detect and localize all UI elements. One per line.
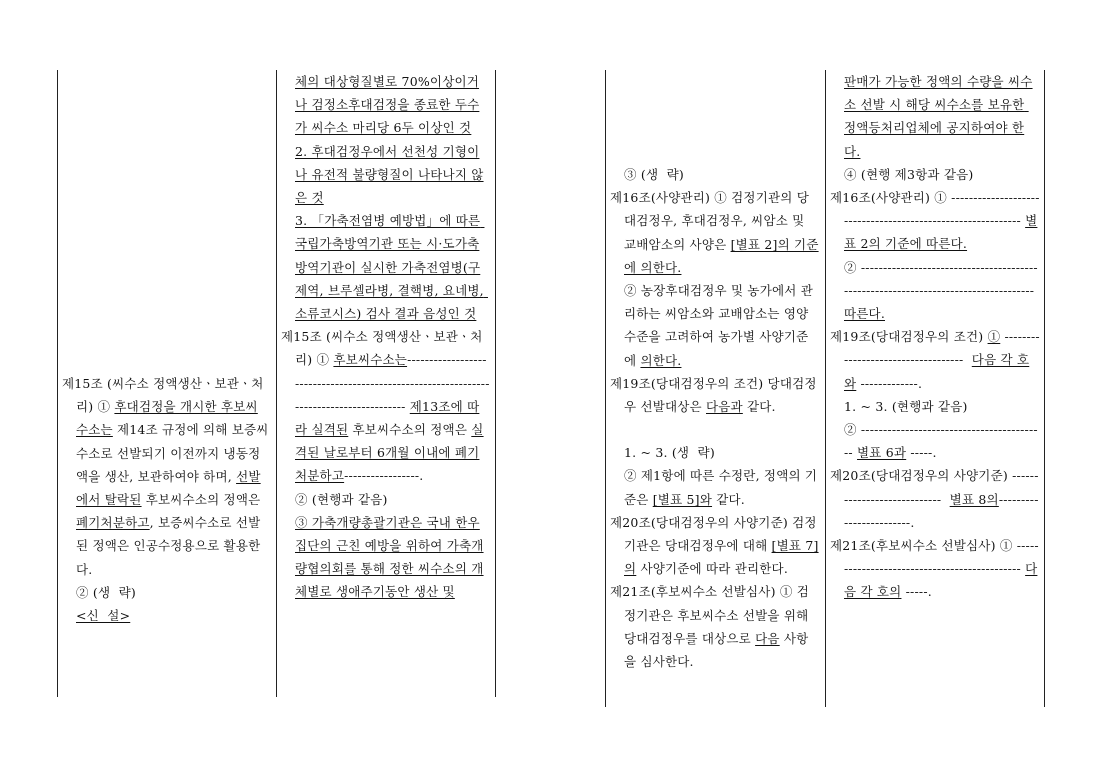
article-16-para-2-revised: ② -----------------------------------------------------------------------------------따른다.: [844, 259, 1038, 322]
left-right-border-line: [495, 70, 496, 697]
criteria-item-1-continuation: 체의 대상형질별로 70%이상이거나 검정소후대검정을 종료한 두수가 씨수소 마리당 6두 이상인 것: [295, 74, 480, 136]
para-4-revised: ④ (현행 제3항과 같음): [844, 166, 974, 182]
right-divider-line: [825, 70, 826, 707]
left-divider-line: [276, 70, 277, 697]
right-border-line: [1044, 70, 1045, 707]
article-15-current: 제15조 (씨수소 정액생산ㆍ보관ㆍ처리) ① 후대검정을 개시한 후보씨수소는 제14조 규정에 의해 보증씨수소로 선발되기 이전까지 냉동정액을 생산, 보관하여야 하며, 선발에서 탈락된 후보씨수소의 정액은 폐기처분하고, 보증씨수소로 선발된 정액은 인공수정용으로 활용한다.: [62, 376, 269, 577]
right-left-border-line: [605, 70, 606, 707]
right-revised-column: [830, 70, 1040, 604]
article-15-para-3-revised: ③ 가축개량총괄기관은 국내 한우집단의 근친 예방을 위하여 가축개량협의회를 통해 정한 씨수소의 개체별로 생애주기동안 생산 및: [295, 514, 484, 600]
left-border-line: [57, 70, 58, 697]
left-revised-column: [281, 70, 490, 604]
article-21-current: 제21조(후보씨수소 선발심사) ① 검정기관은 후보씨수소 선발을 위해 당대검정우를 대상으로 다음 사항을 심사한다.: [610, 584, 813, 670]
article-19-para-2-current: ② 제1항에 따른 수정란, 정액의 기준은 [별표 5]와 같다.: [624, 468, 818, 507]
article-19-items-revised: 1. ~ 3. (현행과 같음): [844, 398, 968, 414]
article-19-items-current: 1. ~ 3. (생 략): [624, 445, 715, 461]
article-16-current: 제16조(사양관리) ① 검정기관의 당대검정우, 후대검정우, 씨암소 및 교배암소의 사양은 [별표 2]의 기준에 의한다.: [610, 190, 819, 275]
article-15-revised: 제15조 (씨수소 정액생산ㆍ보관ㆍ처리) ① 후보씨수소는--------------------------------------------------------------------------------------- 제13조에 따라 실격된 후보씨수소의 정액은 실격된 날로부터 6개월 이내에 폐기처분하고-----------------.: [281, 329, 490, 484]
article-16-revised: 제16조(사양관리) ① ------------------------------------------------------------ 별표 2의 기준에 따른다.: [830, 190, 1040, 252]
criteria-item-2: 2. 후대검정우에서 선천성 기형이나 유전적 불량형질이 나타나지 않은 것: [295, 143, 484, 206]
article-19-para-2-revised: ② ------------------------------------------ 별표 6과 -----.: [844, 422, 1038, 461]
article-21-revised: 제21조(후보씨수소 선발심사) ① --------------------------------------------- 다음 각 호의 -----.: [830, 538, 1039, 600]
article-19-revised: 제19조(당대검정우의 조건) ① ----------------------------------- 다음 각 호와 -------------.: [830, 329, 1040, 391]
right-current-column: [610, 163, 820, 673]
new-provision-marker: <신 설>: [76, 608, 131, 624]
article-16-para-2-current: ② 농장후대검정우 및 농가에서 관리하는 씨암소와 교배암소는 영양수준을 고려하여 농가별 사양기준에 의한다.: [624, 283, 813, 368]
article-15-para-2-revised: ② (현행과 같음): [295, 491, 388, 507]
article-20-revised: 제20조(당대검정우의 사양기준) ---------------------------- 별표 8의------------------------.: [830, 468, 1039, 530]
criteria-item-3: 3. 「가축전염병 예방법」에 따른 국립가축방역기관 또는 시·도가축방역기관이 실시한 가축전염병(구제역, 브루셀라병, 결핵병, 요네병, 소류코시스) 검사 결과 음성인 것: [295, 213, 488, 322]
para-3-current: ③ (생 략): [624, 167, 684, 182]
article-20-current: 제20조(당대검정우의 사양기준) 검정기관은 당대검정우에 대해 [별표 7]의 사양기준에 따라 관리한다.: [610, 514, 819, 577]
article-15-para-2-current: ② (생 략): [76, 584, 136, 600]
left-current-column: [62, 372, 270, 627]
para-3-continuation-revised: 판매가 가능한 정액의 수량을 씨수소 선발 시 해당 씨수소를 보유한 정액등처리업체에 공지하여야 한다.: [844, 74, 1033, 159]
article-19-current: 제19조(당대검정우의 조건) 당대검정우 선발대상은 다음과 같다.: [610, 375, 817, 415]
